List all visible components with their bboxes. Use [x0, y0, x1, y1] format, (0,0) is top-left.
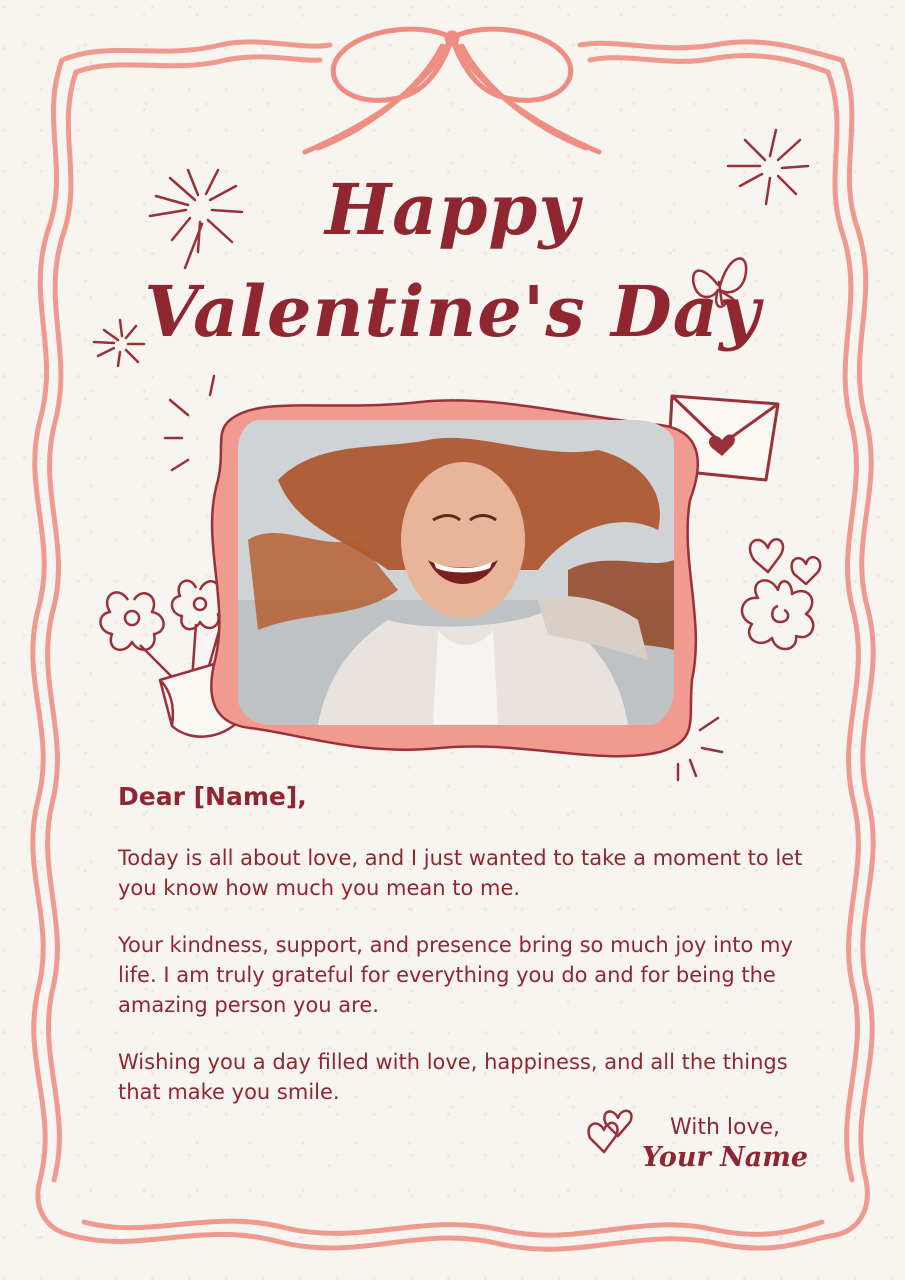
signature: Your Name [641, 1142, 809, 1173]
paragraph-3: Wishing you a day filled with love, happiness, and all the things that make you smile. [118, 1050, 788, 1104]
closing-text: With love, [669, 1115, 781, 1140]
greeting: Dear [Name], [118, 782, 307, 811]
closing-block [640, 1115, 810, 1173]
title-line-1: Happy [324, 168, 581, 251]
photo [238, 420, 674, 725]
woman-photo-illustration [238, 420, 674, 725]
title-line-2: Valentine's Day [144, 270, 761, 353]
paragraph-2: Your kindness, support, and presence bring so much joy into my life. I am truly grateful for everything you do and for being the amazing person you are. [118, 933, 793, 1017]
paragraph-1: Today is all about love, and I just wanted to take a moment to let you know how much you mean to me. [118, 846, 803, 900]
